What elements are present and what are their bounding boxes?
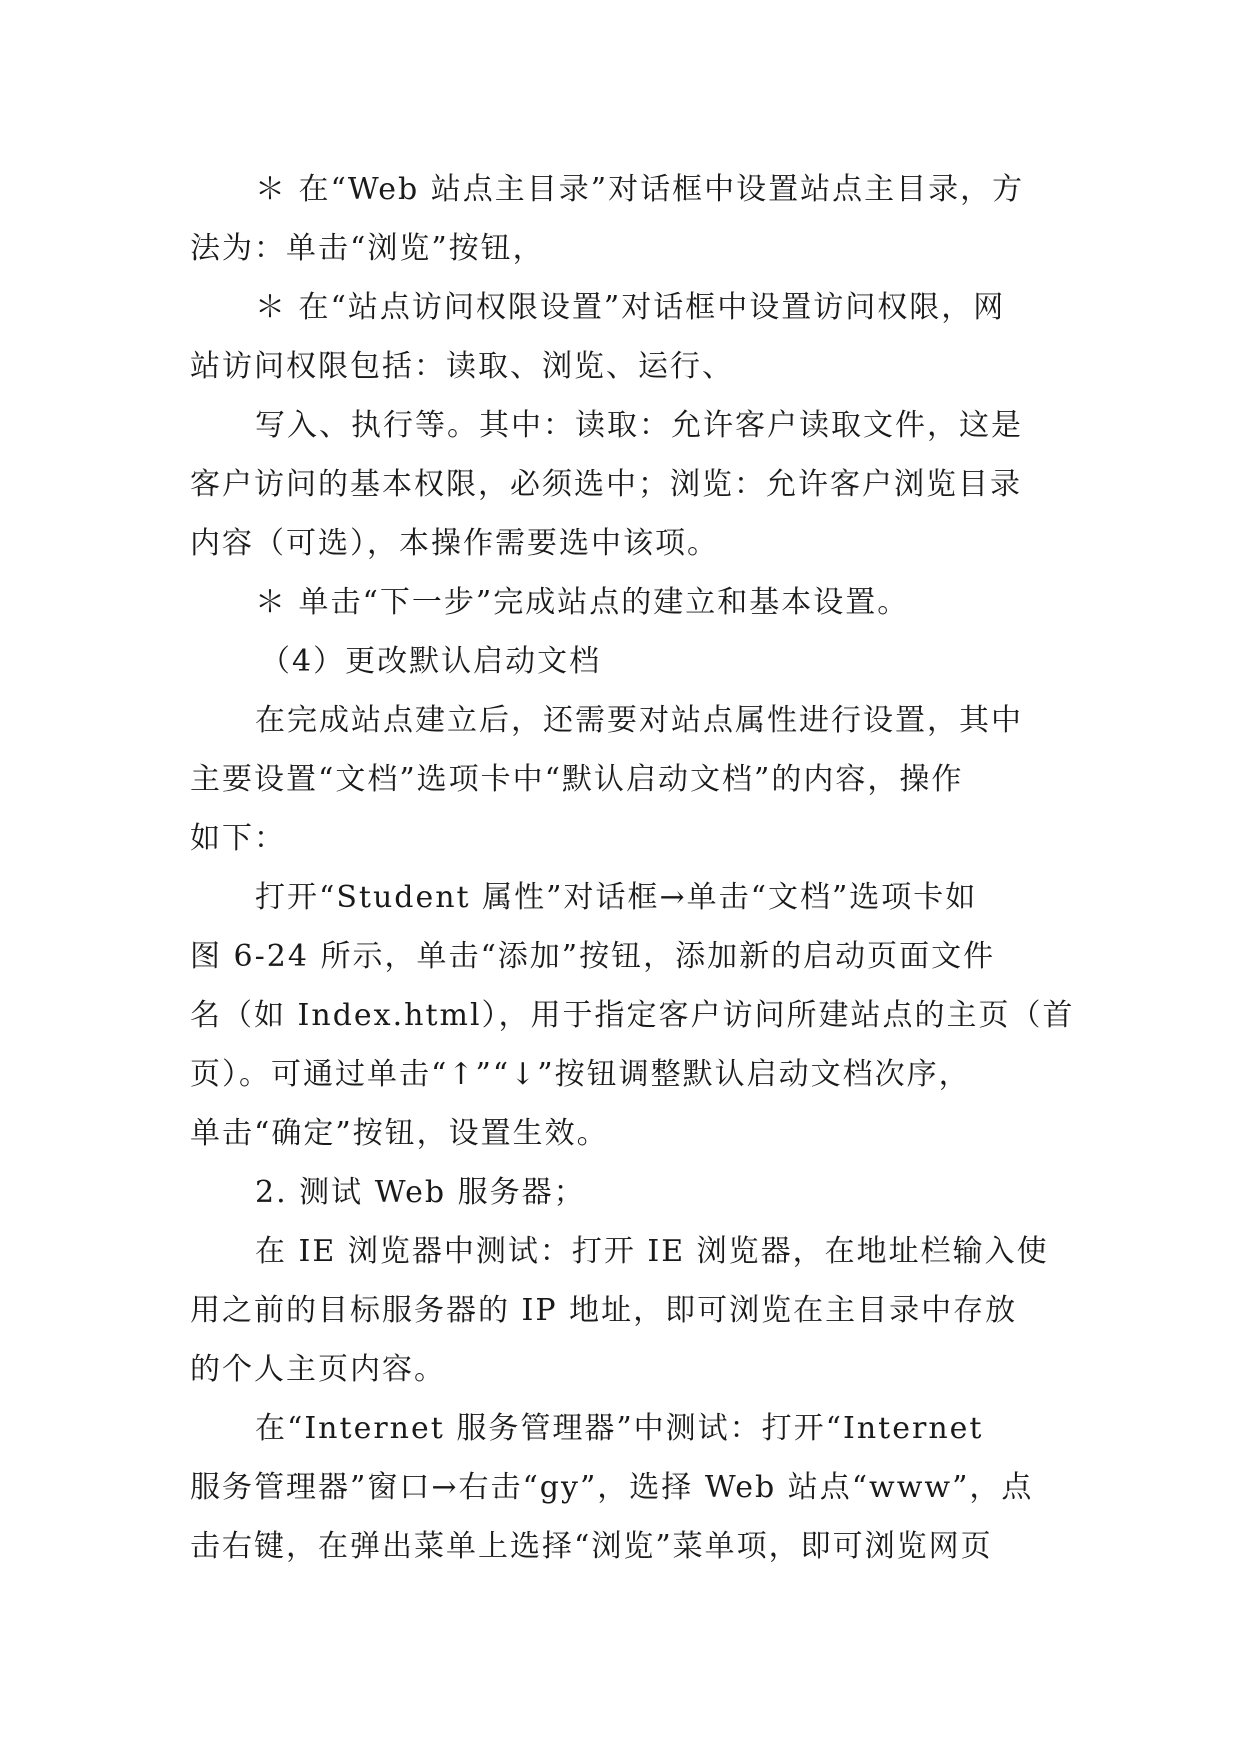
document-body <box>190 160 1075 1576</box>
text-line: 击右键，在弹出菜单上选择“浏览”菜单项，即可浏览网页 <box>190 1529 993 1564</box>
bullet-line-next-step: ＊ 单击“下一步”完成站点的建立和基本设置。 <box>255 585 910 620</box>
text-line: 如下： <box>190 821 286 856</box>
text-line: 站访问权限包括：读取、浏览、运行、 <box>190 349 734 384</box>
text-line: 法为：单击“浏览”按钮， <box>190 231 545 266</box>
text-line: 内容（可选），本操作需要选中该项。 <box>190 526 719 561</box>
paragraph-start: 在 IE 浏览器中测试：打开 IE 浏览器，在地址栏输入使 <box>255 1234 1049 1269</box>
text-line: 图 6-24 所示，单击“添加”按钮，添加新的启动页面文件 <box>190 939 996 974</box>
section-heading-test-web-server: 2. 测试 Web 服务器； <box>255 1175 586 1210</box>
text-line: 主要设置“文档”选项卡中“默认启动文档”的内容，操作 <box>190 762 964 797</box>
text-line: 页）。可通过单击“↑”“↓”按钮调整默认启动文档次序， <box>190 1057 971 1092</box>
text-line: 名（如 Index.html），用于指定客户访问所建站点的主页（首 <box>190 998 1075 1033</box>
bullet-line-web-home-dir: ＊ 在“Web 站点主目录”对话框中设置站点主目录，方 <box>255 172 1025 207</box>
paragraph-start: 在“Internet 服务管理器”中测试：打开“Internet <box>255 1411 984 1446</box>
paragraph-start: 在完成站点建立后，还需要对站点属性进行设置，其中 <box>255 703 1023 738</box>
text-line: 服务管理器”窗口→右击“gy”，选择 Web 站点“www”，点 <box>190 1470 1034 1505</box>
section-heading-default-document: （4）更改默认启动文档 <box>260 644 602 679</box>
bullet-line-access-permissions: ＊ 在“站点访问权限设置”对话框中设置访问权限，网 <box>255 290 1006 325</box>
text-line: 用之前的目标服务器的 IP 地址，即可浏览在主目录中存放 <box>190 1293 1018 1328</box>
text-line: 客户访问的基本权限，必须选中；浏览：允许客户浏览目录 <box>190 467 1022 502</box>
text-line: 的个人主页内容。 <box>190 1352 446 1387</box>
paragraph-start: 打开“Student 属性”对话框→单击“文档”选项卡如 <box>255 880 978 915</box>
text-line: 写入、执行等。其中：读取：允许客户读取文件，这是 <box>255 408 1023 443</box>
text-line: 单击“确定”按钮，设置生效。 <box>190 1116 609 1151</box>
